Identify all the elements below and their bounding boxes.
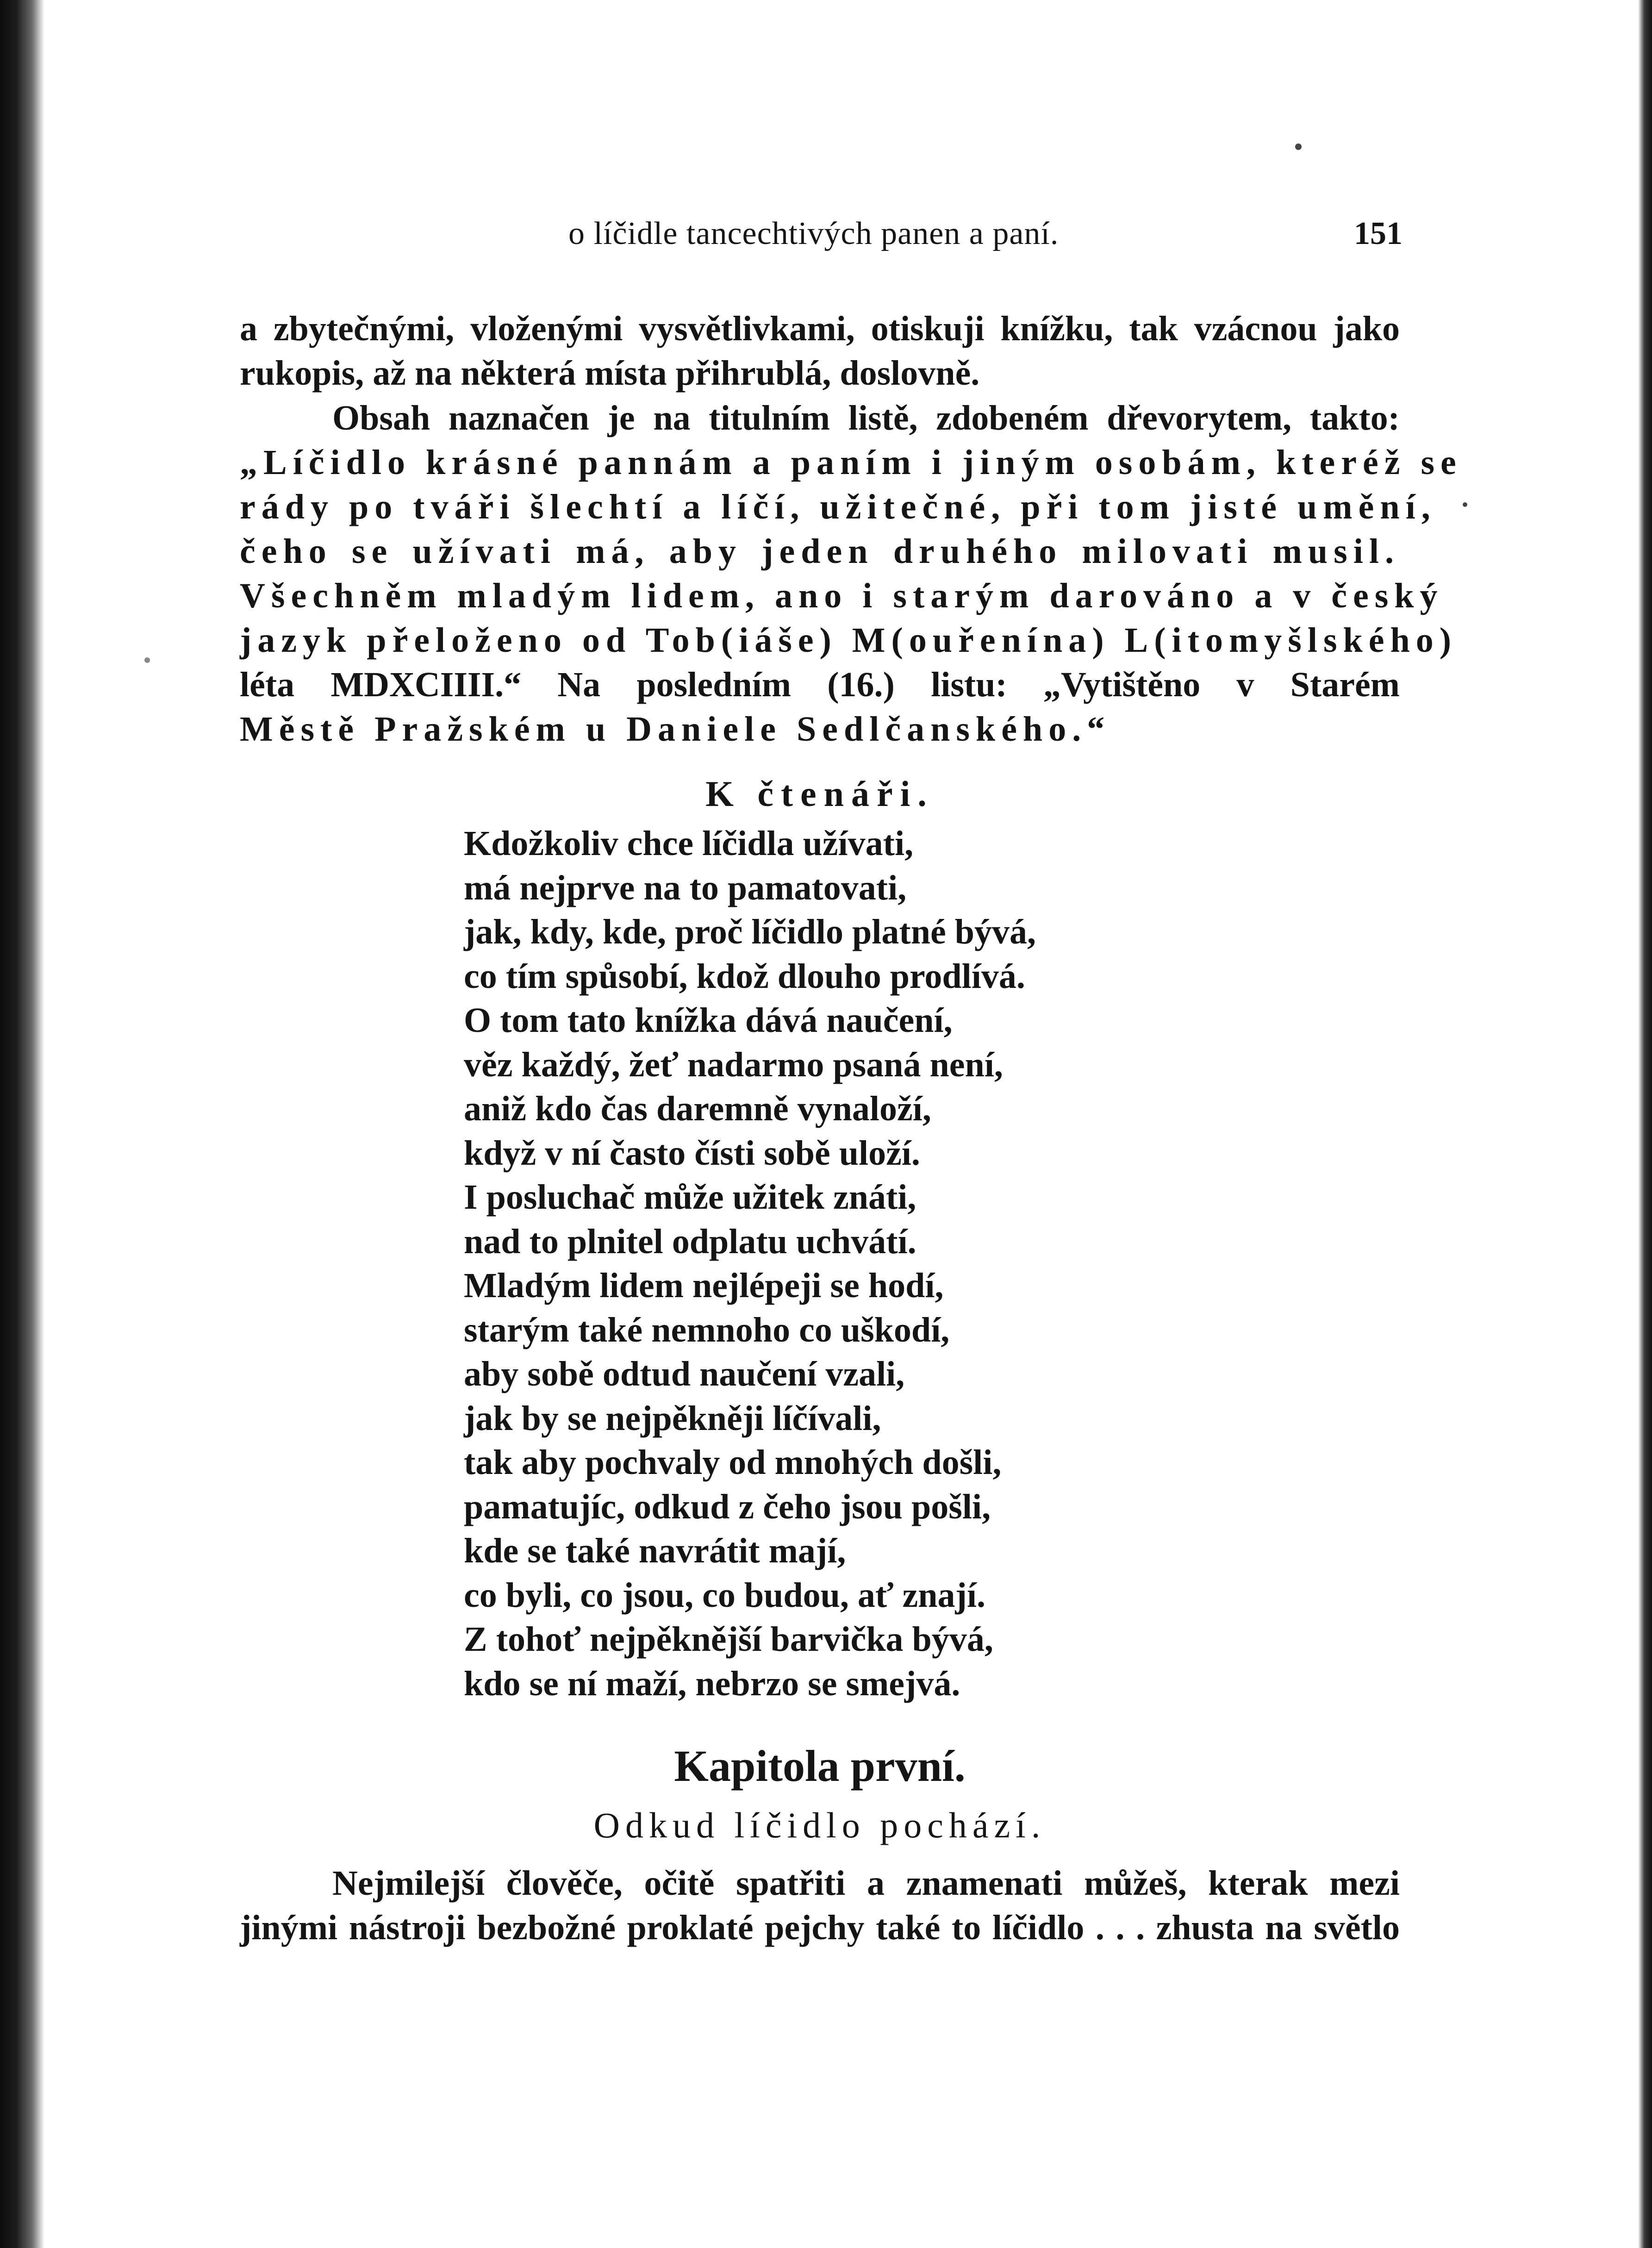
scan-speck bbox=[144, 657, 150, 663]
poem-line: aniž kdo čas daremně vynaloží, bbox=[464, 1089, 931, 1128]
text-line: rády po tváři šlechtí a líčí, užitečné, při tom jisté umění, bbox=[240, 487, 1436, 526]
poem-line: kde se také navrátit mají, bbox=[464, 1531, 846, 1570]
intro-paragraph bbox=[240, 306, 1400, 395]
poem-line: věz každý, žeť nadarmo psaná není, bbox=[464, 1045, 1003, 1084]
text-line: Obsah naznačen je na titulním listě, zdobeném dřevorytem, takto: bbox=[332, 399, 1400, 437]
poem-line: Z tohoť nejpěknější barvička bývá, bbox=[464, 1620, 993, 1659]
text-line: „Líčidlo krásné pannám a paním i jiným osobám, kteréž se bbox=[240, 443, 1462, 482]
poem-heading: K čtenáři. bbox=[705, 774, 934, 814]
chapter-subtitle: Odkud líčidlo pochází. bbox=[593, 1805, 1046, 1845]
text-line: jazyk přeloženo od Tob(iáše) M(ouřenína) L(itomyšlského) bbox=[240, 621, 1458, 660]
poem-line: má nejprve na to pamatovati, bbox=[464, 868, 907, 907]
poem-line: jak by se nejpěkněji líčívali, bbox=[464, 1399, 881, 1438]
poem-line: co byli, co jsou, co budou, ať znají. bbox=[464, 1575, 985, 1615]
poem-line: O tom tato knížka dává naučení, bbox=[464, 1001, 953, 1040]
running-title: o líčidle tancechtivých panen a paní. bbox=[568, 216, 1059, 251]
scan-speck bbox=[1295, 144, 1302, 150]
poem-line: tak aby pochvaly od mnohých došli, bbox=[464, 1443, 1002, 1482]
scan-left-edge bbox=[0, 0, 44, 2248]
text-line: a zbytečnými, vloženými vysvětlivkami, otiskuji knížku, tak vzácnou jako bbox=[240, 309, 1400, 348]
poem-line: Kdožkoliv chce líčidla užívati, bbox=[464, 824, 914, 863]
scan-speck bbox=[1463, 502, 1467, 507]
page-number: 151 bbox=[1354, 216, 1403, 251]
poem-line: co tím spůsobí, kdož dlouho prodlívá. bbox=[464, 956, 1025, 996]
chapter-text bbox=[240, 1861, 1400, 1950]
poem-line: Mladým lidem nejlépeji se hodí, bbox=[464, 1266, 944, 1305]
text-line: čeho se užívati má, aby jeden druhého milovati musil. bbox=[240, 532, 1400, 571]
chapter-title: Kapitola první. bbox=[674, 1741, 966, 1791]
poem-line: aby sobě odtud naučení vzali, bbox=[464, 1355, 905, 1393]
title-description-paragraph bbox=[240, 396, 1462, 751]
text-line: Nejmilejší člověče, očitě spatřiti a znamenati můžeš, kterak mezi bbox=[332, 1864, 1400, 1903]
poem-line: starým také nemnoho co uškodí, bbox=[464, 1310, 950, 1349]
text-line: jinými nástroji bezbožné proklaté pejchy také to líčidlo . . . zhusta na světlo bbox=[240, 1908, 1400, 1947]
poem-line: kdo se ní maží, nebrzo se smejvá. bbox=[464, 1664, 960, 1703]
poem bbox=[464, 822, 1112, 1706]
poem-line: pamatujíc, odkud z čeho jsou pošli, bbox=[464, 1487, 991, 1526]
poem-line: I posluchač může užitek znáti, bbox=[464, 1178, 916, 1217]
text-line: rukopis, až na některá místa přihrublá, doslovně. bbox=[240, 354, 980, 393]
poem-line: když v ní často čísti sobě uloží. bbox=[464, 1133, 920, 1173]
running-header bbox=[568, 213, 1403, 255]
text-line: Všechněm mladým lidem, ano i starým darováno a v český bbox=[240, 576, 1444, 615]
poem-line: nad to plnitel odplatu uchvátí. bbox=[464, 1222, 916, 1261]
text-line: léta MDXCIIII.“ Na posledním (16.) listu: „Vytištěno v Starém bbox=[240, 665, 1400, 704]
scan-right-edge bbox=[1638, 0, 1652, 2248]
text-line: Městě Pražském u Daniele Sedlčanského.“ bbox=[240, 710, 1111, 749]
poem-line: jak, kdy, kde, proč líčidlo platné bývá, bbox=[464, 912, 1036, 951]
